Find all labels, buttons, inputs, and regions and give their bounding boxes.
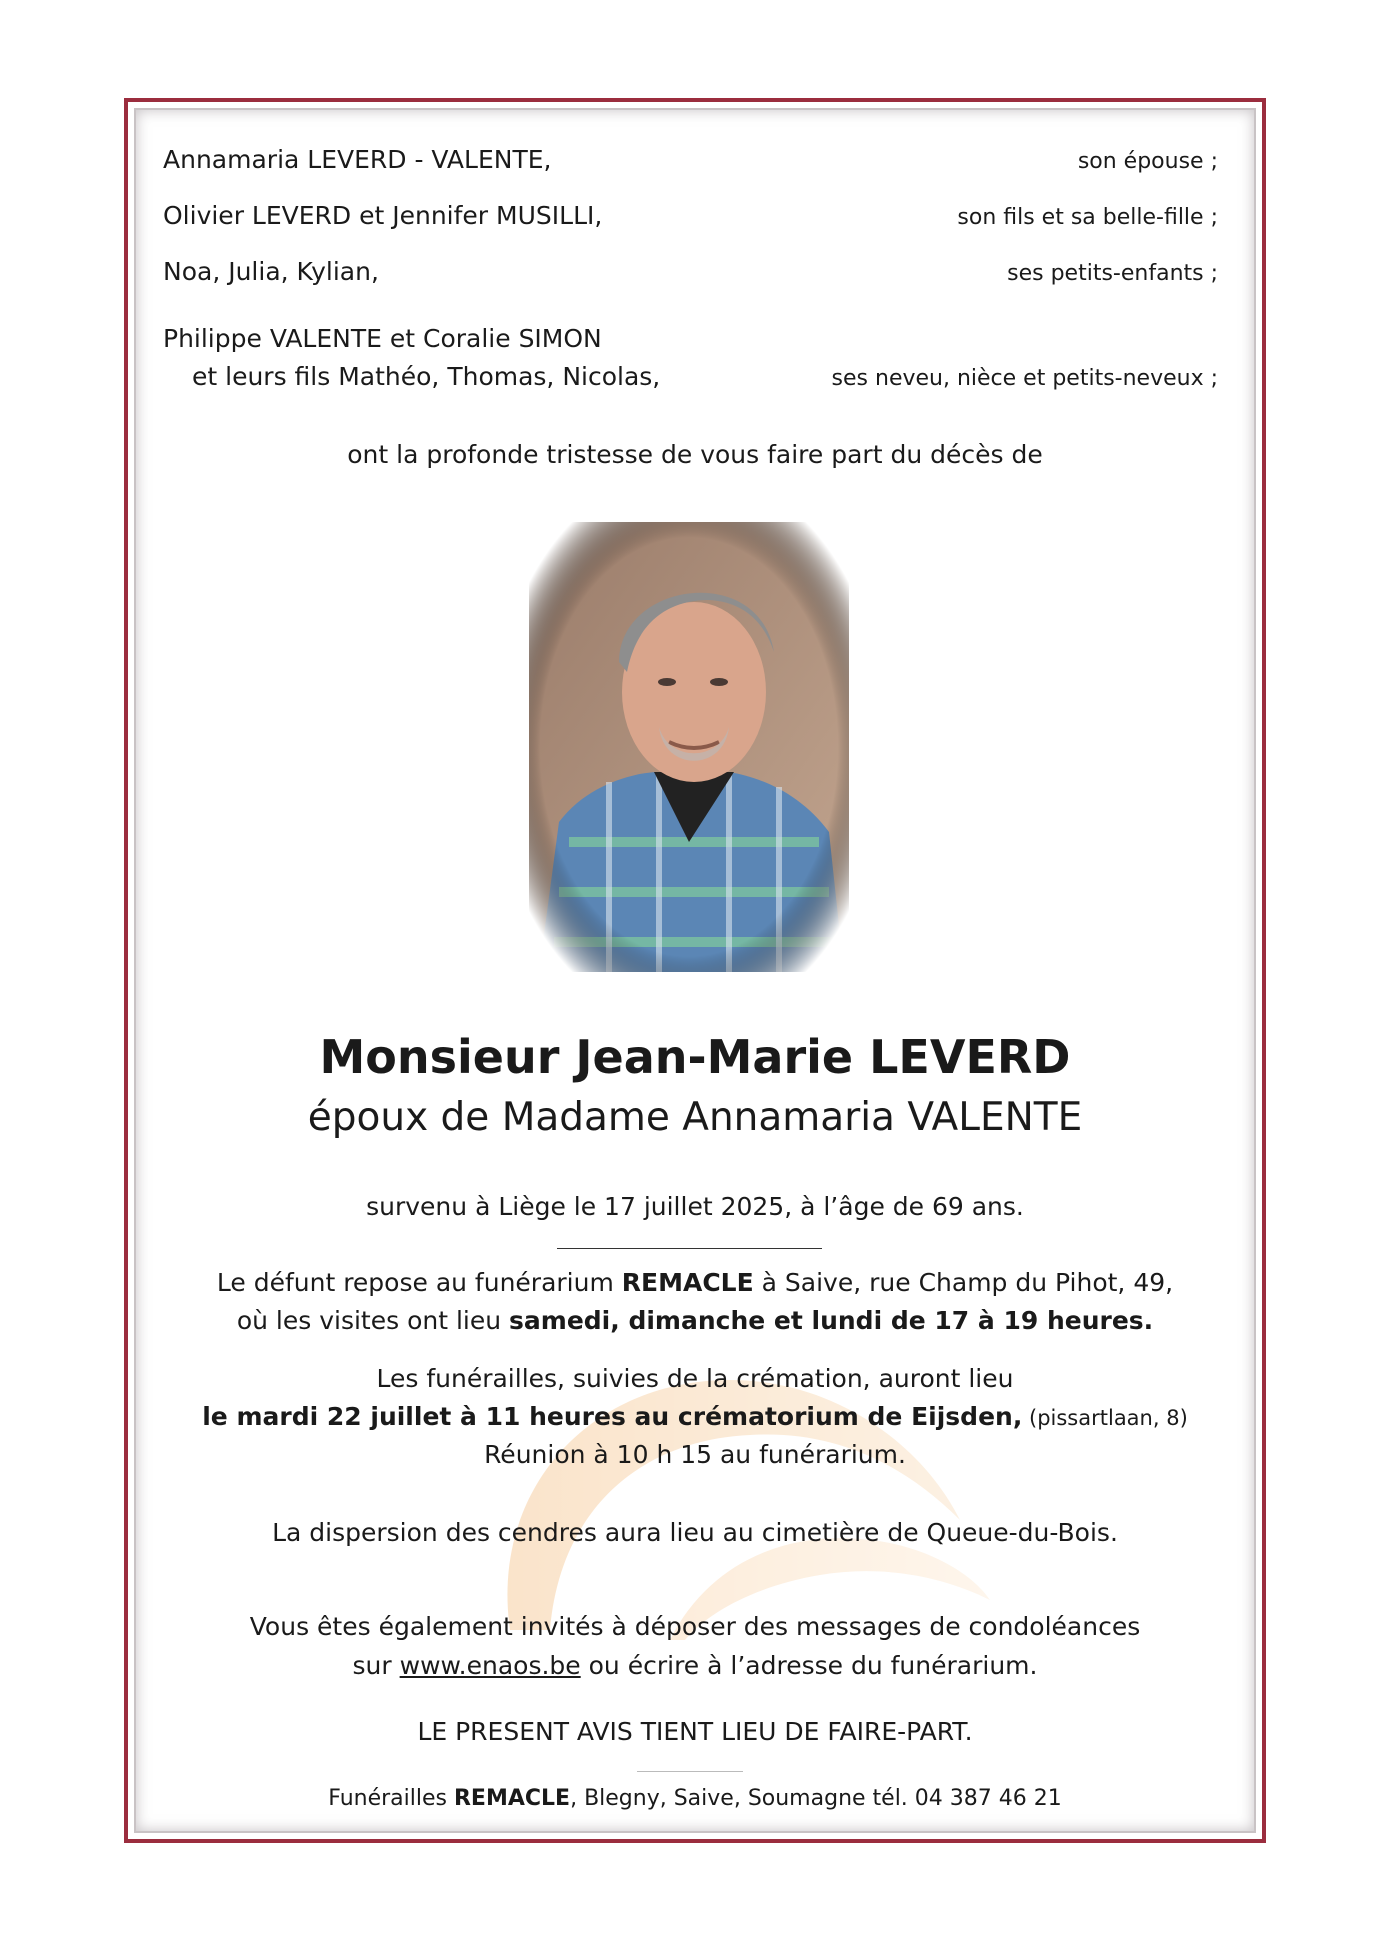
- footer-text: [124, 1786, 1266, 1811]
- funeral-line2: [124, 1402, 1266, 1431]
- family-relation: son fils et sa belle-fille ;: [957, 205, 1218, 230]
- condolences-link[interactable]: www.enaos.be: [399, 1651, 581, 1680]
- visits-address: à Saive, rue Champ du Pihot, 49,: [753, 1268, 1174, 1297]
- death-date: survenu à Liège le 17 juillet 2025, à l’âge de 69 ans.: [366, 1192, 1024, 1221]
- deceased-portrait: [529, 522, 849, 972]
- family-relation: son épouse ;: [1077, 149, 1218, 174]
- funeral-home-name: REMACLE: [621, 1268, 754, 1297]
- nephews-relation: ses neveu, nièce et petits-neveux ;: [831, 366, 1218, 391]
- notice-text: LE PRESENT AVIS TIENT LIEU DE FAIRE-PART.: [417, 1717, 973, 1746]
- visits-line1: [124, 1268, 1266, 1297]
- family-name: Annamaria LEVERD - VALENTE,: [163, 145, 552, 174]
- footer-separator: [637, 1771, 743, 1772]
- announcement-text: ont la profonde tristesse de vous faire part du décès de: [347, 440, 1043, 469]
- footer-company: REMACLE: [453, 1786, 571, 1811]
- condolences-line1: Vous êtes également invités à déposer des messages de condoléances: [249, 1612, 1141, 1641]
- family-relation: ses petits-enfants ;: [1007, 261, 1218, 286]
- footer-label: Funérailles: [328, 1786, 454, 1811]
- family-name: Olivier LEVERD et Jennifer MUSILLI,: [163, 201, 603, 230]
- funeral-line1: Les funérailles, suivies de la crémation, auront lieu: [376, 1364, 1014, 1393]
- footer-contact: , Blegny, Saive, Soumagne tél. 04 387 46 21: [570, 1786, 1062, 1811]
- visits-line2: [124, 1306, 1266, 1335]
- nephews-line1: Philippe VALENTE et Coralie SIMON: [163, 324, 602, 353]
- funeral-address: (pissartlaan, 8): [1022, 1406, 1188, 1430]
- condolences-text: sur: [352, 1651, 400, 1680]
- nephews-line2: et leurs fils Mathéo, Thomas, Nicolas,: [192, 362, 661, 391]
- condolences-line2: [124, 1651, 1266, 1680]
- ashes-text: La dispersion des cendres aura lieu au cimetière de Queue-du-Bois.: [272, 1518, 1118, 1547]
- visits-text: où les visites ont lieu: [236, 1306, 510, 1335]
- visits-schedule: samedi, dimanche et lundi de 17 à 19 heures.: [509, 1306, 1154, 1335]
- condolences-text: ou écrire à l’adresse du funérarium.: [580, 1651, 1038, 1680]
- separator-line: [557, 1248, 822, 1249]
- funeral-date-place: le mardi 22 juillet à 11 heures au crématorium de Eijsden,: [202, 1402, 1023, 1431]
- deceased-name: Monsieur Jean-Marie LEVERD: [319, 1030, 1071, 1084]
- deceased-spouse: époux de Madame Annamaria VALENTE: [307, 1095, 1083, 1140]
- funeral-line3: Réunion à 10 h 15 au funérarium.: [484, 1440, 906, 1469]
- family-name: Noa, Julia, Kylian,: [163, 257, 379, 286]
- visits-text: Le défunt repose au funérarium: [216, 1268, 622, 1297]
